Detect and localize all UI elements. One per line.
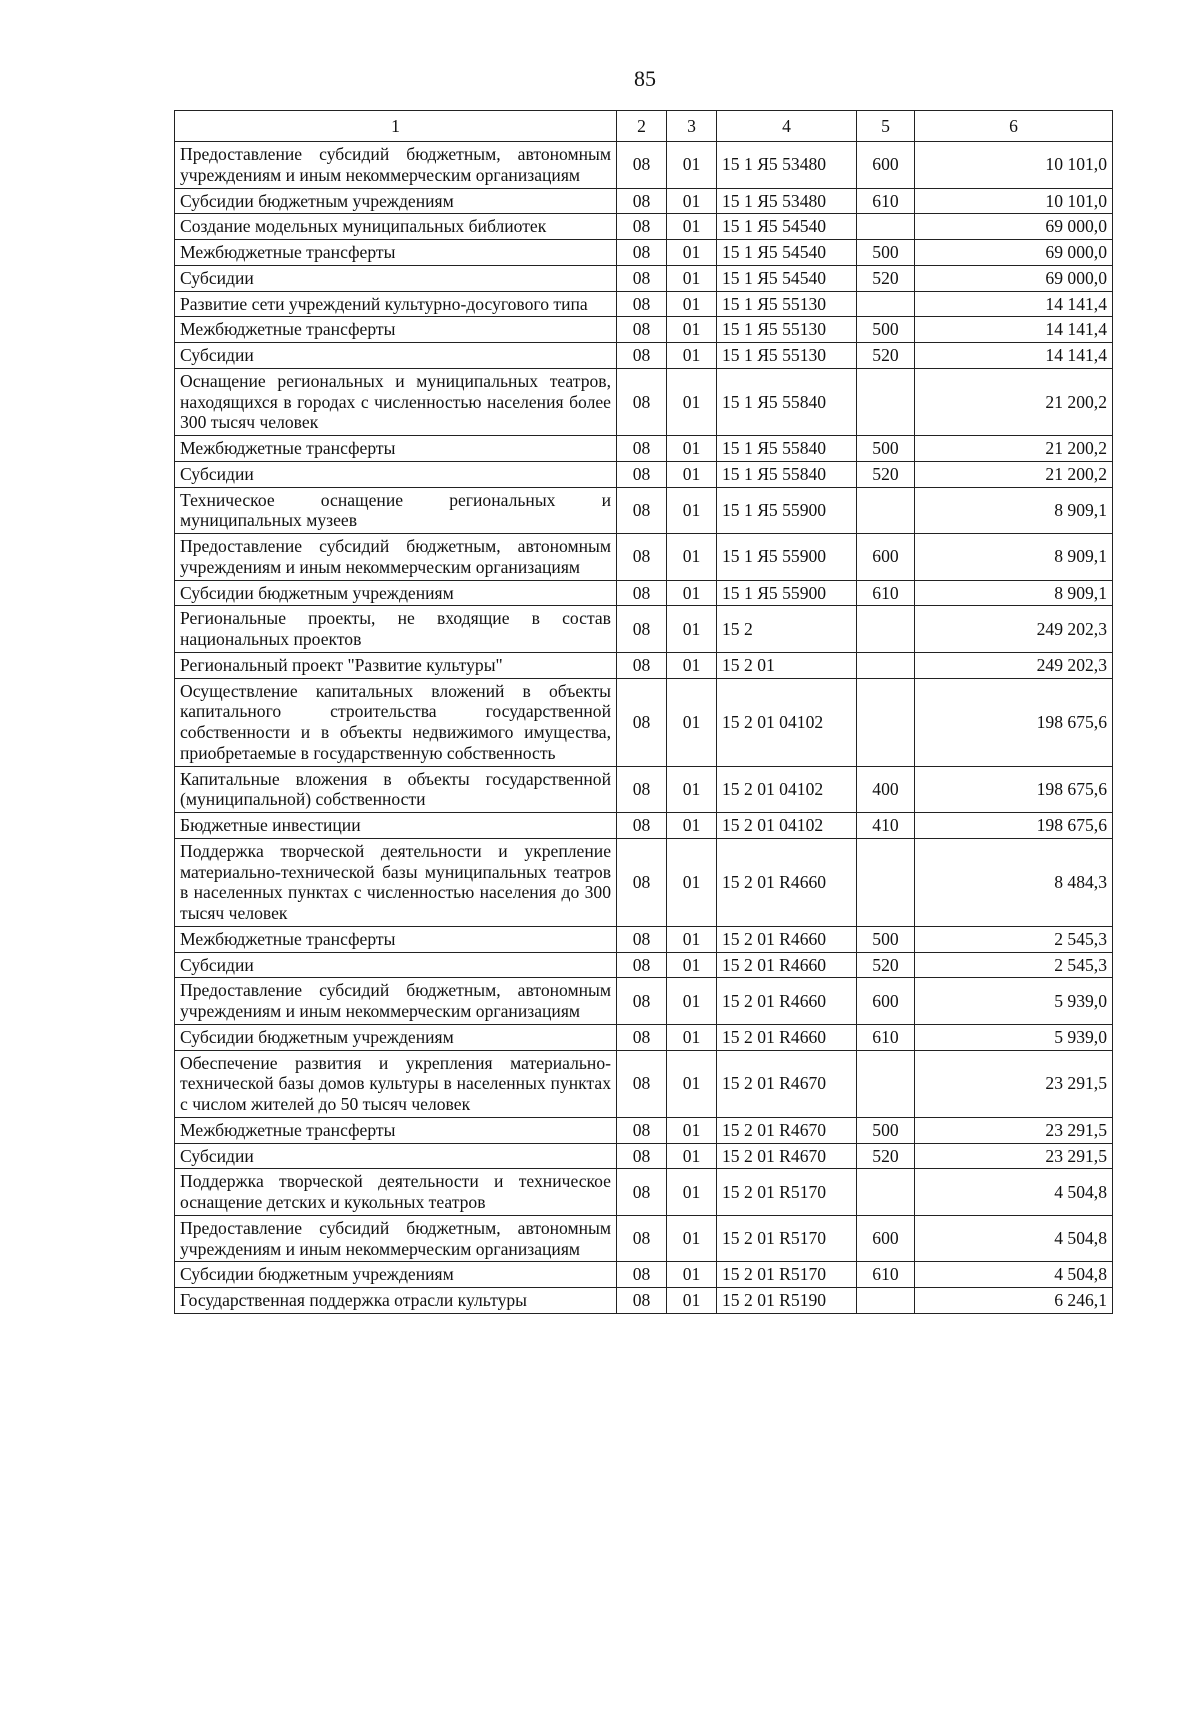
- amount: 69 000,0: [915, 240, 1113, 266]
- section-code: 08: [617, 534, 667, 581]
- target-article-code: 15 1 Я5 54540: [717, 240, 857, 266]
- expense-type-code: [857, 652, 915, 678]
- section-code: 08: [617, 142, 667, 189]
- target-article-code: 15 1 Я5 55840: [717, 436, 857, 462]
- table-row: [175, 926, 1113, 952]
- item-name: Поддержка творческой деятельности и техническое оснащение детских и кукольных театров: [175, 1169, 617, 1216]
- table-row: [175, 343, 1113, 369]
- expense-type-code: 520: [857, 265, 915, 291]
- target-article-code: 15 2 01 R4660: [717, 952, 857, 978]
- table-row: [175, 678, 1113, 766]
- amount: 6 246,1: [915, 1288, 1113, 1314]
- expense-type-code: [857, 1169, 915, 1216]
- expense-type-code: 500: [857, 317, 915, 343]
- section-code: 08: [617, 838, 667, 926]
- target-article-code: 15 1 Я5 55900: [717, 580, 857, 606]
- item-name: Межбюджетные трансферты: [175, 436, 617, 462]
- amount: 14 141,4: [915, 291, 1113, 317]
- subsection-code: 01: [667, 580, 717, 606]
- header-col-4: 4: [717, 111, 857, 142]
- table-row: [175, 1262, 1113, 1288]
- amount: 21 200,2: [915, 368, 1113, 435]
- expense-type-code: 520: [857, 1143, 915, 1169]
- item-name: Обеспечение развития и укрепления материально-технической базы домов культуры в населенных пунктах с числом жителей до 50 тысяч человек: [175, 1050, 617, 1117]
- item-name: Субсидии: [175, 343, 617, 369]
- subsection-code: 01: [667, 766, 717, 813]
- section-code: 08: [617, 1024, 667, 1050]
- amount: 5 939,0: [915, 978, 1113, 1025]
- section-code: 08: [617, 952, 667, 978]
- section-code: 08: [617, 580, 667, 606]
- target-article-code: 15 2 01 R4670: [717, 1117, 857, 1143]
- section-code: 08: [617, 652, 667, 678]
- table-row: [175, 214, 1113, 240]
- subsection-code: 01: [667, 1288, 717, 1314]
- target-article-code: 15 2 01 R4670: [717, 1143, 857, 1169]
- header-col-2: 2: [617, 111, 667, 142]
- target-article-code: 15 1 Я5 55130: [717, 317, 857, 343]
- amount: 2 545,3: [915, 926, 1113, 952]
- section-code: 08: [617, 214, 667, 240]
- item-name: Предоставление субсидий бюджетным, автономным учреждениям и иным некоммерческим организациям: [175, 1215, 617, 1262]
- target-article-code: 15 2 01 R5170: [717, 1215, 857, 1262]
- section-code: 08: [617, 978, 667, 1025]
- table-row: [175, 838, 1113, 926]
- expense-type-code: [857, 1288, 915, 1314]
- amount: 14 141,4: [915, 317, 1113, 343]
- table-row: [175, 978, 1113, 1025]
- table-row: [175, 188, 1113, 214]
- item-name: Предоставление субсидий бюджетным, автономным учреждениям и иным некоммерческим организациям: [175, 534, 617, 581]
- item-name: Субсидии: [175, 265, 617, 291]
- item-name: Оснащение региональных и муниципальных театров, находящихся в городах с численностью населения более 300 тысяч человек: [175, 368, 617, 435]
- section-code: 08: [617, 240, 667, 266]
- amount: 21 200,2: [915, 436, 1113, 462]
- section-code: 08: [617, 1050, 667, 1117]
- table-row: [175, 1215, 1113, 1262]
- target-article-code: 15 1 Я5 53480: [717, 188, 857, 214]
- section-code: 08: [617, 436, 667, 462]
- expense-type-code: 500: [857, 926, 915, 952]
- target-article-code: 15 2 01 04102: [717, 678, 857, 766]
- subsection-code: 01: [667, 926, 717, 952]
- table-row: [175, 1050, 1113, 1117]
- target-article-code: 15 1 Я5 55130: [717, 343, 857, 369]
- expense-type-code: 610: [857, 1262, 915, 1288]
- expense-type-code: [857, 838, 915, 926]
- item-name: Межбюджетные трансферты: [175, 926, 617, 952]
- section-code: 08: [617, 317, 667, 343]
- subsection-code: 01: [667, 534, 717, 581]
- amount: 8 909,1: [915, 534, 1113, 581]
- target-article-code: 15 2 01 R5170: [717, 1262, 857, 1288]
- subsection-code: 01: [667, 368, 717, 435]
- target-article-code: 15 2 01 R4660: [717, 838, 857, 926]
- amount: 198 675,6: [915, 766, 1113, 813]
- table-row: [175, 952, 1113, 978]
- table-row: [175, 580, 1113, 606]
- expense-type-code: 600: [857, 534, 915, 581]
- table-row: [175, 1288, 1113, 1314]
- expense-type-code: 400: [857, 766, 915, 813]
- subsection-code: 01: [667, 813, 717, 839]
- amount: 5 939,0: [915, 1024, 1113, 1050]
- amount: 23 291,5: [915, 1143, 1113, 1169]
- amount: 21 200,2: [915, 461, 1113, 487]
- expense-type-code: 500: [857, 240, 915, 266]
- table-row: [175, 766, 1113, 813]
- table-row: [175, 652, 1113, 678]
- item-name: Субсидии: [175, 952, 617, 978]
- table-row: [175, 606, 1113, 653]
- subsection-code: 01: [667, 606, 717, 653]
- table-row: [175, 265, 1113, 291]
- expense-type-code: 410: [857, 813, 915, 839]
- section-code: 08: [617, 813, 667, 839]
- table-row: [175, 487, 1113, 534]
- table-row: [175, 813, 1113, 839]
- target-article-code: 15 1 Я5 55840: [717, 368, 857, 435]
- item-name: Региональные проекты, не входящие в состав национальных проектов: [175, 606, 617, 653]
- target-article-code: 15 1 Я5 53480: [717, 142, 857, 189]
- target-article-code: 15 2: [717, 606, 857, 653]
- item-name: Межбюджетные трансферты: [175, 240, 617, 266]
- amount: 4 504,8: [915, 1215, 1113, 1262]
- target-article-code: 15 2 01: [717, 652, 857, 678]
- item-name: Субсидии бюджетным учреждениям: [175, 1024, 617, 1050]
- target-article-code: 15 2 01 R4670: [717, 1050, 857, 1117]
- amount: 198 675,6: [915, 813, 1113, 839]
- target-article-code: 15 2 01 R5190: [717, 1288, 857, 1314]
- section-code: 08: [617, 678, 667, 766]
- section-code: 08: [617, 368, 667, 435]
- table-row: [175, 1117, 1113, 1143]
- amount: 8 909,1: [915, 580, 1113, 606]
- subsection-code: 01: [667, 436, 717, 462]
- section-code: 08: [617, 606, 667, 653]
- header-row: [175, 111, 1113, 142]
- item-name: Осуществление капитальных вложений в объекты капитального строительства государственной собственности и в объекты недвижимого имущества, приобретаемые в государственную собственность: [175, 678, 617, 766]
- subsection-code: 01: [667, 652, 717, 678]
- expense-type-code: 610: [857, 580, 915, 606]
- amount: 198 675,6: [915, 678, 1113, 766]
- amount: 23 291,5: [915, 1117, 1113, 1143]
- amount: 249 202,3: [915, 606, 1113, 653]
- subsection-code: 01: [667, 838, 717, 926]
- table-row: [175, 291, 1113, 317]
- target-article-code: 15 2 01 R5170: [717, 1169, 857, 1216]
- subsection-code: 01: [667, 214, 717, 240]
- item-name: Развитие сети учреждений культурно-досугового типа: [175, 291, 617, 317]
- subsection-code: 01: [667, 291, 717, 317]
- section-code: 08: [617, 487, 667, 534]
- target-article-code: 15 1 Я5 55900: [717, 534, 857, 581]
- item-name: Бюджетные инвестиции: [175, 813, 617, 839]
- section-code: 08: [617, 1169, 667, 1216]
- subsection-code: 01: [667, 1050, 717, 1117]
- expense-type-code: 600: [857, 978, 915, 1025]
- subsection-code: 01: [667, 678, 717, 766]
- expense-type-code: 600: [857, 1215, 915, 1262]
- amount: 10 101,0: [915, 142, 1113, 189]
- expense-type-code: [857, 487, 915, 534]
- amount: 23 291,5: [915, 1050, 1113, 1117]
- subsection-code: 01: [667, 188, 717, 214]
- target-article-code: 15 1 Я5 55840: [717, 461, 857, 487]
- subsection-code: 01: [667, 1215, 717, 1262]
- subsection-code: 01: [667, 952, 717, 978]
- table-row: [175, 436, 1113, 462]
- expense-type-code: 600: [857, 142, 915, 189]
- subsection-code: 01: [667, 461, 717, 487]
- section-code: 08: [617, 926, 667, 952]
- item-name: Межбюджетные трансферты: [175, 1117, 617, 1143]
- expense-type-code: 500: [857, 1117, 915, 1143]
- amount: 2 545,3: [915, 952, 1113, 978]
- table-row: [175, 142, 1113, 189]
- expense-type-code: 520: [857, 952, 915, 978]
- expense-type-code: 500: [857, 436, 915, 462]
- expense-type-code: 520: [857, 461, 915, 487]
- subsection-code: 01: [667, 142, 717, 189]
- table-row: [175, 1143, 1113, 1169]
- table-row: [175, 1024, 1113, 1050]
- page-number: 85: [634, 66, 656, 91]
- item-name: Субсидии бюджетным учреждениям: [175, 188, 617, 214]
- expense-type-code: [857, 214, 915, 240]
- target-article-code: 15 1 Я5 54540: [717, 265, 857, 291]
- item-name: Субсидии бюджетным учреждениям: [175, 580, 617, 606]
- subsection-code: 01: [667, 343, 717, 369]
- header-col-1: 1: [175, 111, 617, 142]
- item-name: Региональный проект "Развитие культуры": [175, 652, 617, 678]
- table-row: [175, 317, 1113, 343]
- expense-type-code: 610: [857, 1024, 915, 1050]
- header-col-5: 5: [857, 111, 915, 142]
- target-article-code: 15 1 Я5 55130: [717, 291, 857, 317]
- target-article-code: 15 2 01 R4660: [717, 1024, 857, 1050]
- amount: 4 504,8: [915, 1262, 1113, 1288]
- section-code: 08: [617, 1288, 667, 1314]
- expense-type-code: [857, 1050, 915, 1117]
- amount: 249 202,3: [915, 652, 1113, 678]
- subsection-code: 01: [667, 1169, 717, 1216]
- amount: 8 484,3: [915, 838, 1113, 926]
- item-name: Субсидии бюджетным учреждениям: [175, 1262, 617, 1288]
- target-article-code: 15 1 Я5 54540: [717, 214, 857, 240]
- expense-type-code: [857, 606, 915, 653]
- amount: 69 000,0: [915, 265, 1113, 291]
- expense-type-code: [857, 368, 915, 435]
- subsection-code: 01: [667, 1143, 717, 1169]
- target-article-code: 15 2 01 04102: [717, 766, 857, 813]
- amount: 8 909,1: [915, 487, 1113, 534]
- expense-type-code: 610: [857, 188, 915, 214]
- amount: 10 101,0: [915, 188, 1113, 214]
- item-name: Создание модельных муниципальных библиотек: [175, 214, 617, 240]
- target-article-code: 15 2 01 R4660: [717, 926, 857, 952]
- subsection-code: 01: [667, 1024, 717, 1050]
- subsection-code: 01: [667, 1117, 717, 1143]
- item-name: Техническое оснащение региональных и муниципальных музеев: [175, 487, 617, 534]
- table-row: [175, 368, 1113, 435]
- amount: 14 141,4: [915, 343, 1113, 369]
- budget-table: [174, 110, 1113, 1314]
- section-code: 08: [617, 766, 667, 813]
- item-name: Предоставление субсидий бюджетным, автономным учреждениям и иным некоммерческим организациям: [175, 142, 617, 189]
- item-name: Межбюджетные трансферты: [175, 317, 617, 343]
- section-code: 08: [617, 1143, 667, 1169]
- section-code: 08: [617, 461, 667, 487]
- item-name: Предоставление субсидий бюджетным, автономным учреждениям и иным некоммерческим организациям: [175, 978, 617, 1025]
- item-name: Субсидии: [175, 1143, 617, 1169]
- header-col-6: 6: [915, 111, 1113, 142]
- expense-type-code: [857, 291, 915, 317]
- section-code: 08: [617, 265, 667, 291]
- amount: 4 504,8: [915, 1169, 1113, 1216]
- section-code: 08: [617, 343, 667, 369]
- table-row: [175, 534, 1113, 581]
- section-code: 08: [617, 1262, 667, 1288]
- table-row: [175, 240, 1113, 266]
- table-row: [175, 1169, 1113, 1216]
- table-row: [175, 461, 1113, 487]
- subsection-code: 01: [667, 487, 717, 534]
- item-name: Субсидии: [175, 461, 617, 487]
- subsection-code: 01: [667, 978, 717, 1025]
- item-name: Государственная поддержка отрасли культуры: [175, 1288, 617, 1314]
- subsection-code: 01: [667, 240, 717, 266]
- amount: 69 000,0: [915, 214, 1113, 240]
- target-article-code: 15 2 01 04102: [717, 813, 857, 839]
- target-article-code: 15 1 Я5 55900: [717, 487, 857, 534]
- subsection-code: 01: [667, 265, 717, 291]
- section-code: 08: [617, 1215, 667, 1262]
- section-code: 08: [617, 188, 667, 214]
- item-name: Поддержка творческой деятельности и укрепление материально-технической базы муниципальных театров в населенных пунктах с численностью населения до 300 тысяч человек: [175, 838, 617, 926]
- item-name: Капитальные вложения в объекты государственной (муниципальной) собственности: [175, 766, 617, 813]
- section-code: 08: [617, 1117, 667, 1143]
- expense-type-code: [857, 678, 915, 766]
- section-code: 08: [617, 291, 667, 317]
- subsection-code: 01: [667, 317, 717, 343]
- target-article-code: 15 2 01 R4660: [717, 978, 857, 1025]
- header-col-3: 3: [667, 111, 717, 142]
- subsection-code: 01: [667, 1262, 717, 1288]
- expense-type-code: 520: [857, 343, 915, 369]
